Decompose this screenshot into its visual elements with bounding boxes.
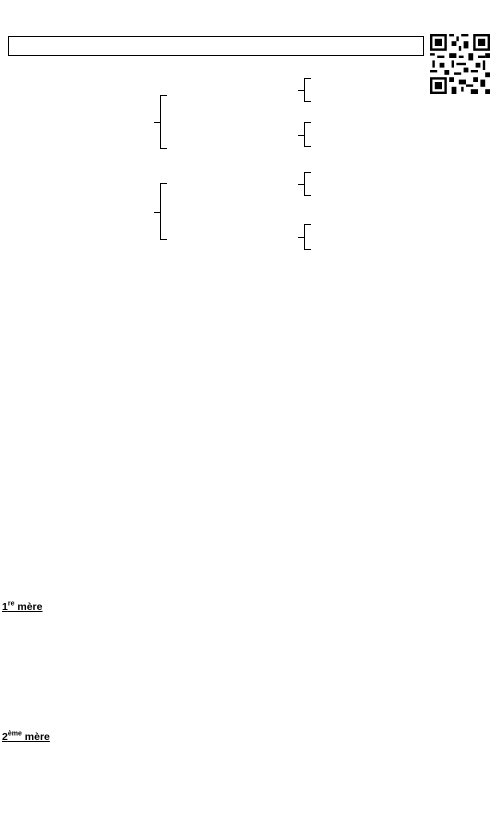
mere1-heading: 1re mère [2,600,43,613]
sire-brace [160,95,167,149]
sd-brace [304,122,311,147]
horse-name-box [8,36,424,56]
ss-brace [304,78,311,102]
qr-code-icon [430,34,490,94]
ds-brace [304,172,311,196]
dam-brace [160,183,167,240]
dd-brace [304,224,311,250]
mere2-heading: 2ème mère [2,730,50,743]
